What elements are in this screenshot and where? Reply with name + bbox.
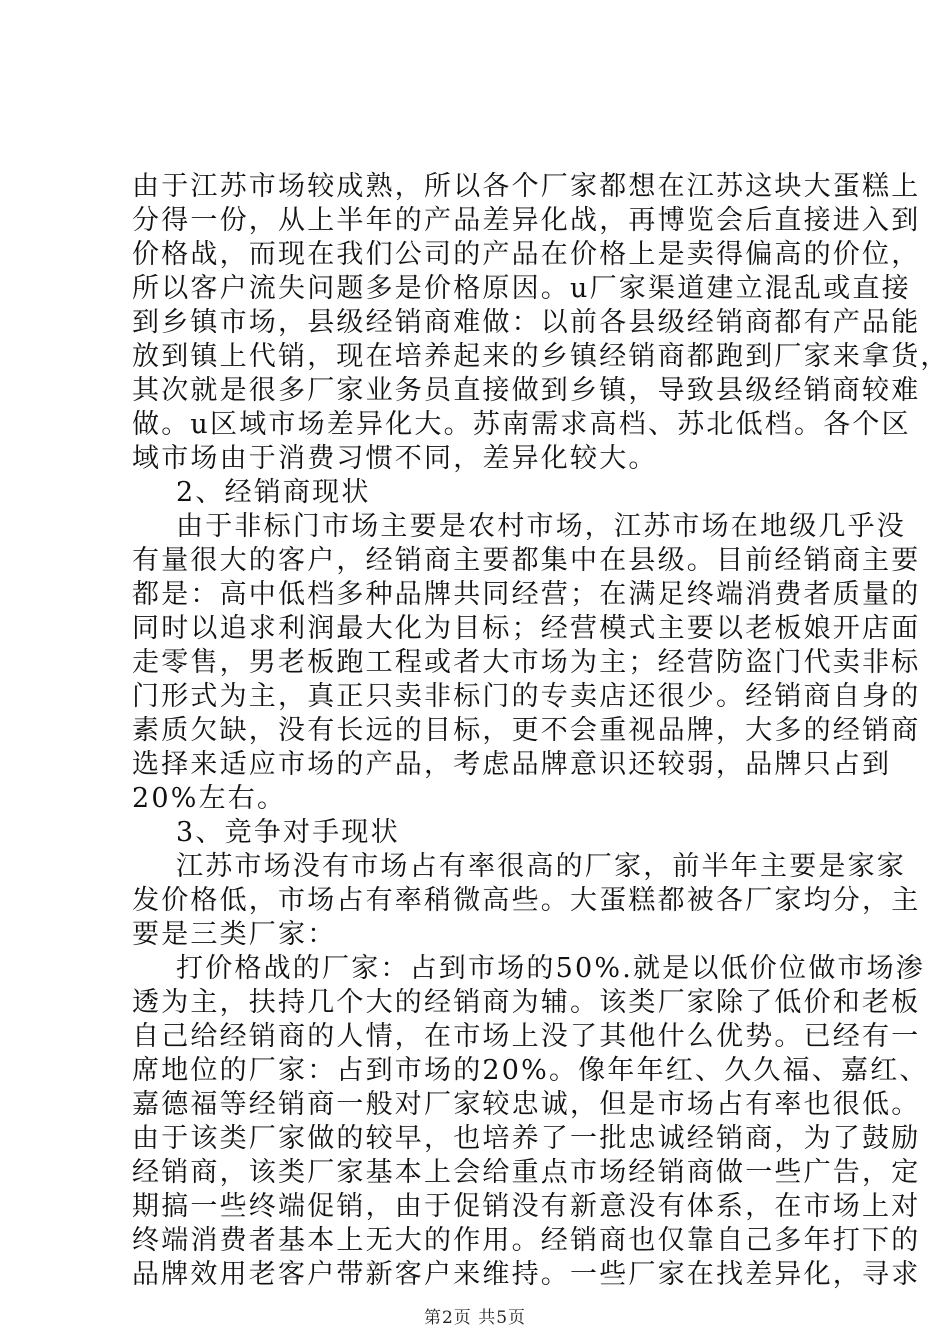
text-line: 由于江苏市场较成熟，所以各个厂家都想在江苏这块大蛋糕上	[132, 171, 921, 202]
text-line: 所以客户流失问题多是价格原因。u厂家渠道建立混乱或直接	[132, 273, 911, 304]
text-line: 走零售，男老板跑工程或者大市场为主；经营防盗门代卖非标	[132, 647, 921, 678]
text-line: 同时以追求利润最大化为目标；经营模式主要以老板娘开店面	[132, 613, 921, 644]
text-line: 价格战，而现在我们公司的产品在价格上是卖得偏高的价位，	[132, 239, 921, 270]
text-line: 有量很大的客户，经销商主要都集中在县级。目前经销商主要	[132, 545, 921, 576]
text-line: 到乡镇市场，县级经销商难做：以前各县级经销商都有产品能	[132, 307, 921, 338]
text-line: 其次就是很多厂家业务员直接做到乡镇，导致县级经销商较难	[132, 375, 921, 406]
text-line: 选择来适应市场的产品，考虑品牌意识还较弱，品牌只占到	[132, 749, 892, 780]
section-heading: 2、经销商现状	[176, 477, 371, 508]
page-footer: 第2页 共5页	[423, 1308, 527, 1328]
text-line: 席地位的厂家：占到市场的20%。像年年红、久久福、嘉红、	[132, 1055, 929, 1086]
text-line: 期搞一些终端促销，由于促销没有新意没有体系，在市场上对	[132, 1191, 921, 1222]
text-line: 门形式为主，真正只卖非标门的专卖店还很少。经销商自身的	[132, 681, 921, 712]
text-line: 发价格低，市场占有率稍微高些。大蛋糕都被各厂家均分，主	[132, 885, 921, 916]
text-line: 由于非标门市场主要是农村市场，江苏市场在地级几乎没	[176, 511, 906, 542]
text-line: 素质欠缺，没有长远的目标，更不会重视品牌，大多的经销商	[132, 715, 921, 746]
text-line: 都是：高中低档多种品牌共同经营；在满足终端消费者质量的	[132, 579, 921, 610]
text-line: 打价格战的厂家：占到市场的50%.就是以低价位做市场渗	[176, 953, 925, 984]
text-line: 终端消费者基本上无大的作用。经销商也仅靠自己多年打下的	[132, 1225, 921, 1256]
text-line: 自己给经销商的人情，在市场上没了其他什么优势。已经有一	[132, 1021, 921, 1052]
text-line: 要是三类厂家：	[132, 919, 337, 950]
text-line: 做。u区域市场差异化大。苏南需求高档、苏北低档。各个区	[132, 409, 911, 440]
text-line: 20%左右。	[132, 783, 287, 814]
text-line: 嘉德福等经销商一般对厂家较忠诚，但是市场占有率也很低。	[132, 1089, 921, 1120]
text-line: 由于该类厂家做的较早，也培养了一批忠诚经销商，为了鼓励	[132, 1123, 921, 1154]
text-line: 透为主，扶持几个大的经销商为辅。该类厂家除了低价和老板	[132, 987, 921, 1018]
text-line: 江苏市场没有市场占有率很高的厂家，前半年主要是家家	[176, 851, 906, 882]
text-line: 经销商，该类厂家基本上会给重点市场经销商做一些广告，定	[132, 1157, 921, 1188]
text-line: 域市场由于消费习惯不同，差异化较大。	[132, 443, 658, 474]
text-line: 品牌效用老客户带新客户来维持。一些厂家在找差异化，寻求	[132, 1259, 921, 1290]
section-heading: 3、竞争对手现状	[176, 817, 400, 848]
text-line: 放到镇上代销，现在培养起来的乡镇经销商都跑到厂家来拿货，	[132, 341, 950, 372]
text-line: 分得一份，从上半年的产品差异化战，再博览会后直接进入到	[132, 205, 921, 236]
